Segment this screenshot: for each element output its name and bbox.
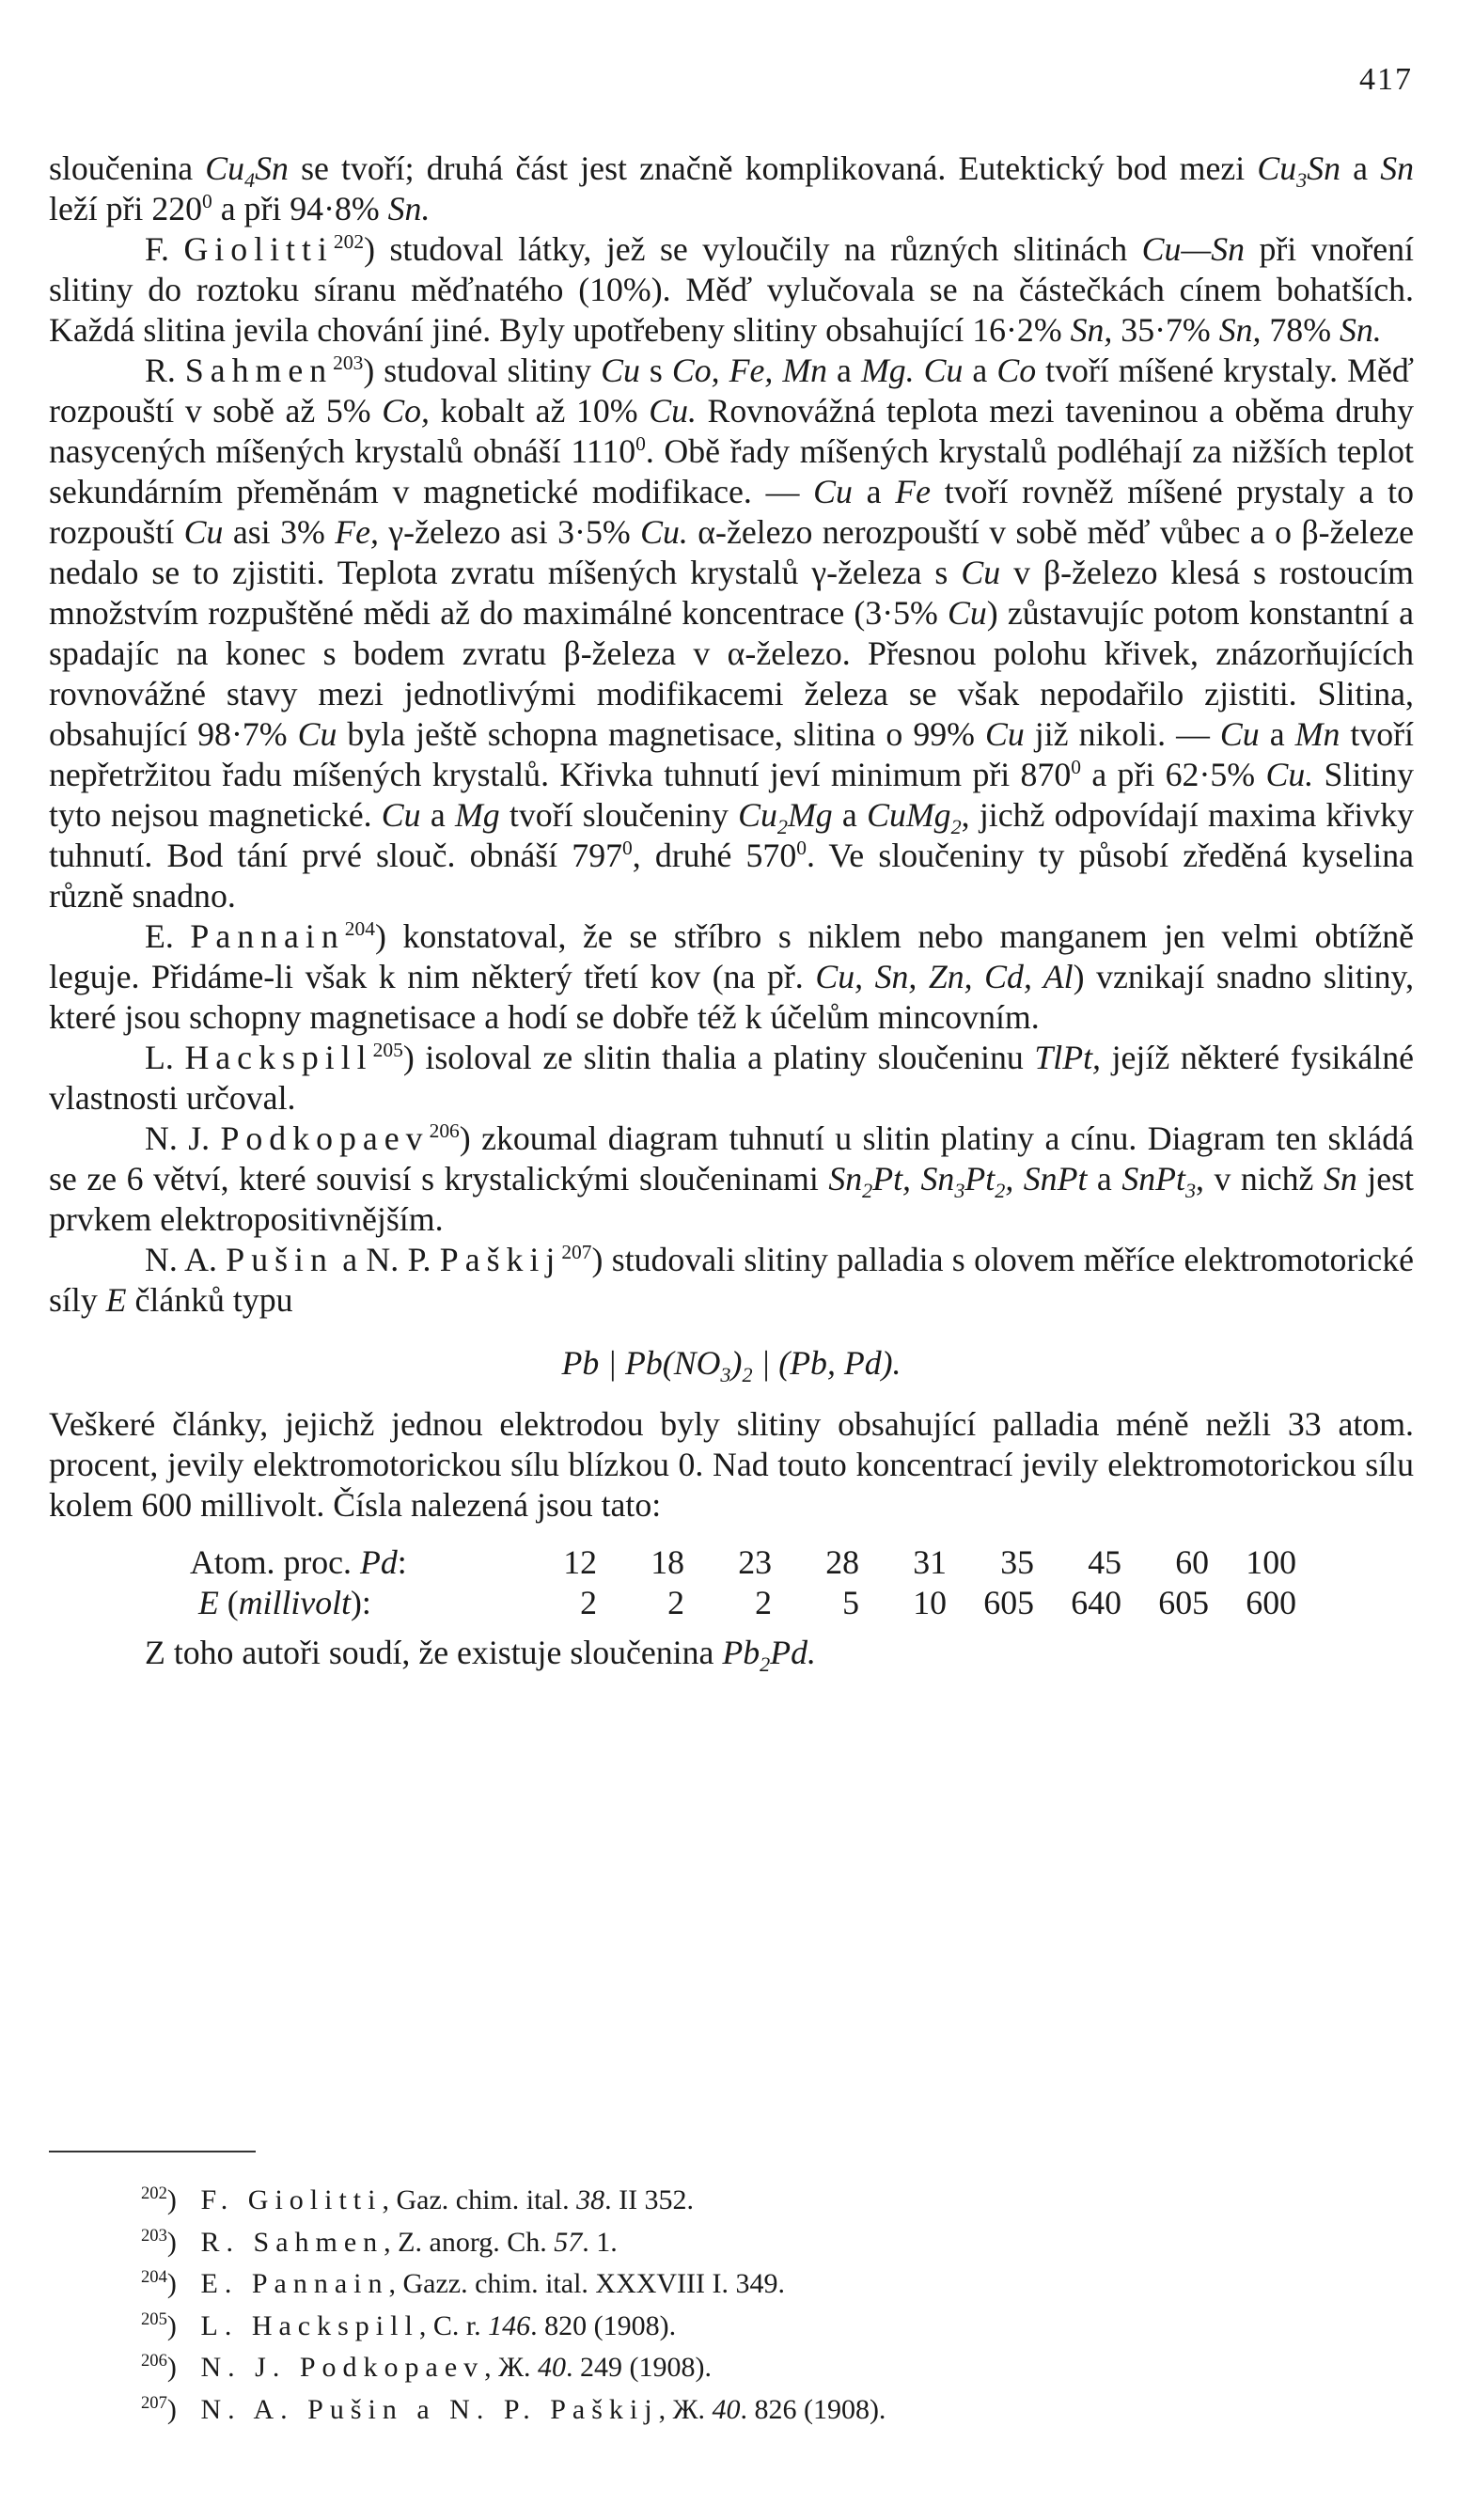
paragraph-pannain: E. Pannain$^{204}$) konstatoval, že se stříbro s niklem nebo manganem jen velmi obtížně leguje. Přidáme-li však k nim některý třetí kov (na př. Cu, Sn, Zn, Cd, Al) vznikají snadno slitiny, které jsou schopny magnetisace a hodí se dobře též k účelům mincovním. — [49, 917, 1415, 1036]
main-text — [49, 149, 1415, 1677]
table-cell: 31 — [913, 1543, 947, 1581]
footnote: $^{203}$) R. Sahmen, Z. anorg. Ch. 57. 1. — [141, 2225, 618, 2258]
table-cell: 605 — [1158, 1584, 1209, 1621]
footnote-ref: 203 — [333, 352, 364, 375]
paragraph-results: Veškeré články, jejichž jednou elektrodou byly slitiny obsahující palladia méně nežli 33 atom. procent, jevily elektromotorickou sílu blízkou 0. Nad touto koncentrací jevily elektromotorickou sílu kolem 600 millivolt. Čísla nalezená jsou tato: — [49, 1405, 1414, 1524]
footnote-ref: 206 — [429, 1119, 460, 1143]
table-cell: 28 — [825, 1543, 859, 1581]
table-cell: 35 — [1000, 1543, 1034, 1581]
paragraph-pusin: N. A. Pušin a N. P. Paškij$^{207}$) studovali slitiny palladia s olovem měříce elektromotorické síly E článků typu — [49, 1241, 1414, 1319]
table-cell: 60 — [1175, 1543, 1209, 1581]
cell-formula: Pb | $Pb(NO_3)_2$ | (Pb, Pd). — [561, 1344, 901, 1387]
paragraph-1: sloučenina $Cu_4Sn$ se tvoří; druhá část jest značně komplikovaná. Eutektický bod mezi $Cu_3Sn$ a Sn leží při $220^0$ a při 94·8% Sn. — [49, 149, 1414, 227]
row-label: Atom. proc. Pd: — [190, 1543, 407, 1581]
paragraph-podkopaev: N. J. Podkopaev$^{206}$) zkoumal diagram tuhnutí u slitin platiny a cínu. Diagram ten skládá se ze 6 větví, které souvisí s krystalickými sloučeninami $Sn_2Pt$, $Sn_3Pt_2$, SnPt a SnPt$_3$, v nichž Sn jest prvkem elektropositivnějším. — [49, 1119, 1414, 1238]
footnote: $^{204}$) E. Pannain, Gazz. chim. ital. XXXVIII I. 349. — [141, 2267, 786, 2299]
page-number: 417 — [1359, 62, 1413, 97]
author-name: Sahmen — [184, 352, 334, 389]
author-name: Hackspill — [184, 1039, 373, 1076]
footnotes — [141, 2176, 1363, 2427]
footnote: $^{206}$) N. J. Podkopaev, Ж. 40. 249 (1908). — [141, 2351, 713, 2383]
footnote-ref: 204 — [344, 917, 375, 941]
footnote-divider — [49, 2151, 256, 2152]
table-row-emf — [190, 1583, 1296, 1623]
table-row-atom-percent — [190, 1542, 1296, 1583]
table-cell: 2 — [667, 1584, 684, 1621]
table-cell: 2 — [580, 1584, 597, 1621]
table-cell: 5 — [842, 1584, 859, 1621]
table-cell: 2 — [755, 1584, 772, 1621]
paragraph-sahmen: R. Sahmen$^{203}$) studoval slitiny Cu s Co, Fe, Mn a Mg. Cu a Co tvoří míšené krystaly. Měď rozpouští v sobě až 5% Co, kobalt až 10% Cu. Rovnovážná teplota mezi taveninou a oběma druhy nasycených míšených krystalů obnáší 1110$^0$. Obě řady míšených krystalů podléhají za nižších teplot sekundárním přeměnám v magnetické modifikace. — Cu a Fe tvoří rovněž míšené prystaly a to rozpouští Cu asi 3% Fe, γ-železo asi 3·5% Cu. α-železo nerozpouští v sobě měď vůbec a o β-železe nedalo se to zjistiti. Teplota zvratu míšených krystalů γ-železa s Cu v β-železo klesá s rostoucím množstvím rozpuštěné mědi až do maximálné koncentrace (3·5% Cu) zůstavujíc potom konstantní a spadajíc na konec s bodem zvratu β-železa v α-železo. Přesnou polohu křivek, znázorňujících rovnovážné stavy mezi jednotlivými modifikacemi železa se však nepodařilo zjistiti. Slitina, obsahující 98·7% Cu byla ještě schopna magnetisace, slitina o 99% Cu již nikoli. — Cu a Mn tvoří nepřetržitou řadu míšených krystalů. Křivka tuhnutí jeví minimum při $870^0$ a při 62·5% Cu. Slitiny tyto nejsou magnetické. Cu a Mg tvoří sloučeniny $Cu_2Mg$ a CuMg$_2$, jichž odpovídají maxima křivky tuhnutí. Bod tání prvé slouč. obnáší $797^0$, druhé $570^0$. Ve sloučeniny ty působí zředěná kyselina různě snadno. — [49, 352, 1415, 915]
table-cell: 23 — [738, 1543, 772, 1581]
author-name: Paškij — [439, 1241, 562, 1278]
table-cell: 10 — [913, 1584, 947, 1621]
table-cell: 100 — [1246, 1543, 1296, 1581]
table-cell: 18 — [651, 1543, 684, 1581]
footnote-ref: 202 — [333, 230, 365, 254]
row-label: E (millivolt): — [197, 1584, 371, 1621]
table-cell: 605 — [983, 1584, 1034, 1621]
paragraph-giolitti: F. Giolitti$^{202}$) studoval látky, jež se vyloučily na různých slitinách Cu—Sn při vnoření slitiny do roztoku síranu měďnatého (10%). Měď vylučovala se na částečkách cínem bohatších. Každá slitina jevila chování jiné. Byly upotřebeny slitiny obsahující 16·2% Sn, 35·7% Sn, 78% Sn. — [49, 230, 1414, 349]
paragraph-hackspill: L. Hackspill$^{205}$) isoloval ze slitin thalia a platiny sloučeninu TlPt, jejíž některé fysikálné vlastnosti určoval. — [49, 1039, 1414, 1117]
author-name: Pušin — [226, 1241, 334, 1278]
footnote: $^{202}$) F. Giolitti, Gaz. chim. ital. 38. II 352. — [141, 2183, 695, 2215]
data-table — [190, 1542, 1296, 1623]
author-name: Pannain — [190, 917, 345, 955]
author-name: Giolitti — [183, 230, 334, 268]
table-cell: 640 — [1071, 1584, 1121, 1621]
table-cell: 45 — [1088, 1543, 1121, 1581]
paragraph-conclusion: Z toho autoři soudí, že existuje sloučenina $Pb_2Pd$. — [145, 1634, 816, 1677]
footnote-ref: 205 — [372, 1039, 403, 1062]
footnote-ref: 207 — [561, 1241, 592, 1264]
table-cell: 600 — [1246, 1584, 1296, 1621]
author-name: Podkopaev — [220, 1119, 430, 1157]
footnote: $^{205}$) L. Hackspill, C. r. 146. 820 (1908). — [141, 2309, 677, 2341]
table-cell: 12 — [563, 1543, 597, 1581]
footnote: $^{207}$) N. A. Pušin a N. P. Paškij, Ж. 40. 826 (1908). — [141, 2392, 886, 2425]
